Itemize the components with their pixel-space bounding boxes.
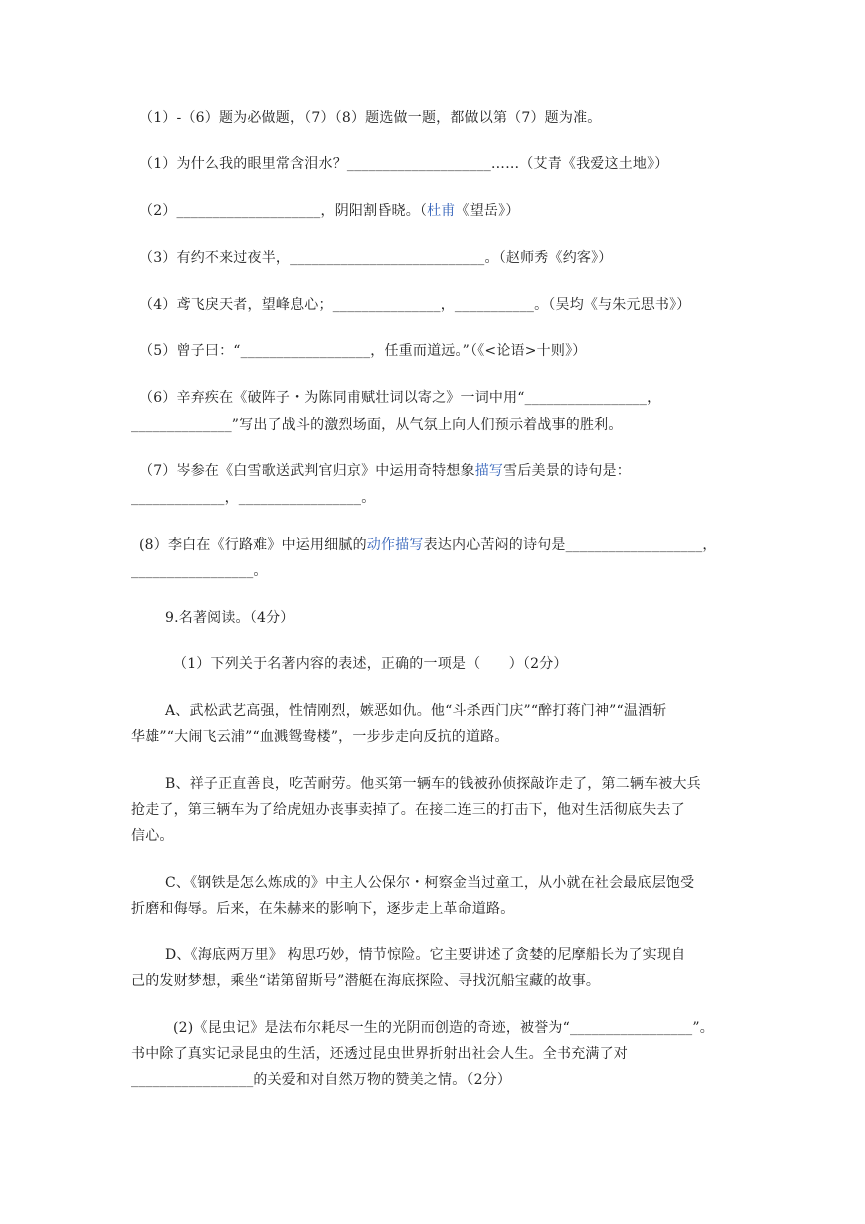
q9-2-prompt: (2)《昆虫记》是法布尔耗尽一生的光阴而创造的奇迹，被誉为“_________________”。 bbox=[173, 1020, 714, 1036]
section-9-heading: 9.名著阅读。（4分） bbox=[165, 610, 295, 626]
q7-text: （7）岑参在《白雪歌送武判官归京》中运用奇特想象 bbox=[139, 463, 475, 479]
option-a: A、武松武艺高强，性情刚烈，嫉恶如仇。他“斗杀西门庆”“醉打蒋门神”“温酒斩 bbox=[165, 703, 667, 719]
question-7-cont: _____________，_________________。 bbox=[131, 490, 376, 506]
q8-rest: 表达内心苦闷的诗句是___________________， bbox=[423, 537, 717, 553]
q9-1-prompt: （1）下列关于名著内容的表述，正确的一项是（ ）（2分） bbox=[173, 656, 568, 672]
question-2 bbox=[139, 203, 520, 219]
question-6: （6）辛弃疾在《破阵子・为陈同甫赋壮词以寄之》一词中用“_________________， bbox=[139, 390, 662, 406]
instruction-line: （1）-（6）题为必做题，（7）（8）题选做一题，都做以第（7）题为准。 bbox=[139, 110, 602, 126]
option-c-cont: 折磨和侮辱。后来，在朱赫来的影响下，逐步走上革命道路。 bbox=[131, 901, 515, 917]
option-d: D、《海底两万里》 构思巧妙，情节惊险。它主要讲述了贪婪的尼摩船长为了实现自 bbox=[165, 947, 686, 963]
option-b-cont2: 信心。 bbox=[131, 828, 174, 844]
q2-source: 《望岳》） bbox=[455, 203, 520, 219]
question-3: （3）有约不来过夜半，___________________________。（赵师秀《约客》） bbox=[139, 250, 613, 266]
link-miaoxie[interactable]: 描写 bbox=[474, 463, 504, 479]
link-dongzuo-miaoxie[interactable]: 动作描写 bbox=[366, 537, 424, 553]
question-7 bbox=[139, 463, 631, 479]
q9-2-cont: 书中除了真实记录昆虫的生活，还透过昆虫世界折射出社会人生。全书充满了对 bbox=[131, 1046, 628, 1062]
question-8-cont: _________________。 bbox=[131, 563, 268, 579]
question-5: （5）曾子曰：“__________________，任重而道远。”（《<论语>十则》） bbox=[139, 343, 587, 359]
option-b-cont: 抢走了，第三辆车为了给虎妞办丧事卖掉了。在接二连三的打击下，他对生活彻底失去了 bbox=[131, 802, 685, 818]
question-8 bbox=[139, 537, 717, 553]
option-a-cont: 华雄”“大闹飞云浦”“血溅鸳鸯楼”，一步步走向反抗的道路。 bbox=[131, 729, 509, 745]
option-c: C、《钢铁是怎么炼成的》中主人公保尔・柯察金当过童工，从小就在社会最底层饱受 bbox=[165, 875, 695, 891]
option-b: B、祥子正直善良，吃苦耐劳。他买第一辆车的钱被孙侦探敲诈走了，第二辆车被大兵 bbox=[165, 776, 701, 792]
author-link-du-fu[interactable]: 杜甫 bbox=[427, 203, 456, 219]
option-d-cont: 己的发财梦想，乘坐“诺第留斯号”潜艇在海底探险、寻找沉船宝藏的故事。 bbox=[131, 973, 601, 989]
question-1: （1）为什么我的眼里常含泪水？____________________……（艾青《我爱这土地》） bbox=[139, 156, 669, 172]
q8-text: (8）李白在《行路难》中运用细腻的 bbox=[139, 537, 367, 553]
q9-2-cont2: _________________的关爱和对自然万物的赞美之情。（2分） bbox=[131, 1072, 512, 1088]
question-6-cont: ______________”写出了战斗的激烈场面，从气氛上向人们预示着战事的胜利。 bbox=[131, 417, 623, 433]
question-4: （4）鸢飞戾天者，望峰息心；_______________，___________。（吴均《与朱元思书》） bbox=[139, 297, 691, 313]
q2-text: （2）____________________，阴阳割昏晓。（ bbox=[139, 203, 428, 219]
q7-rest: 雪后美景的诗句是： bbox=[503, 463, 631, 479]
